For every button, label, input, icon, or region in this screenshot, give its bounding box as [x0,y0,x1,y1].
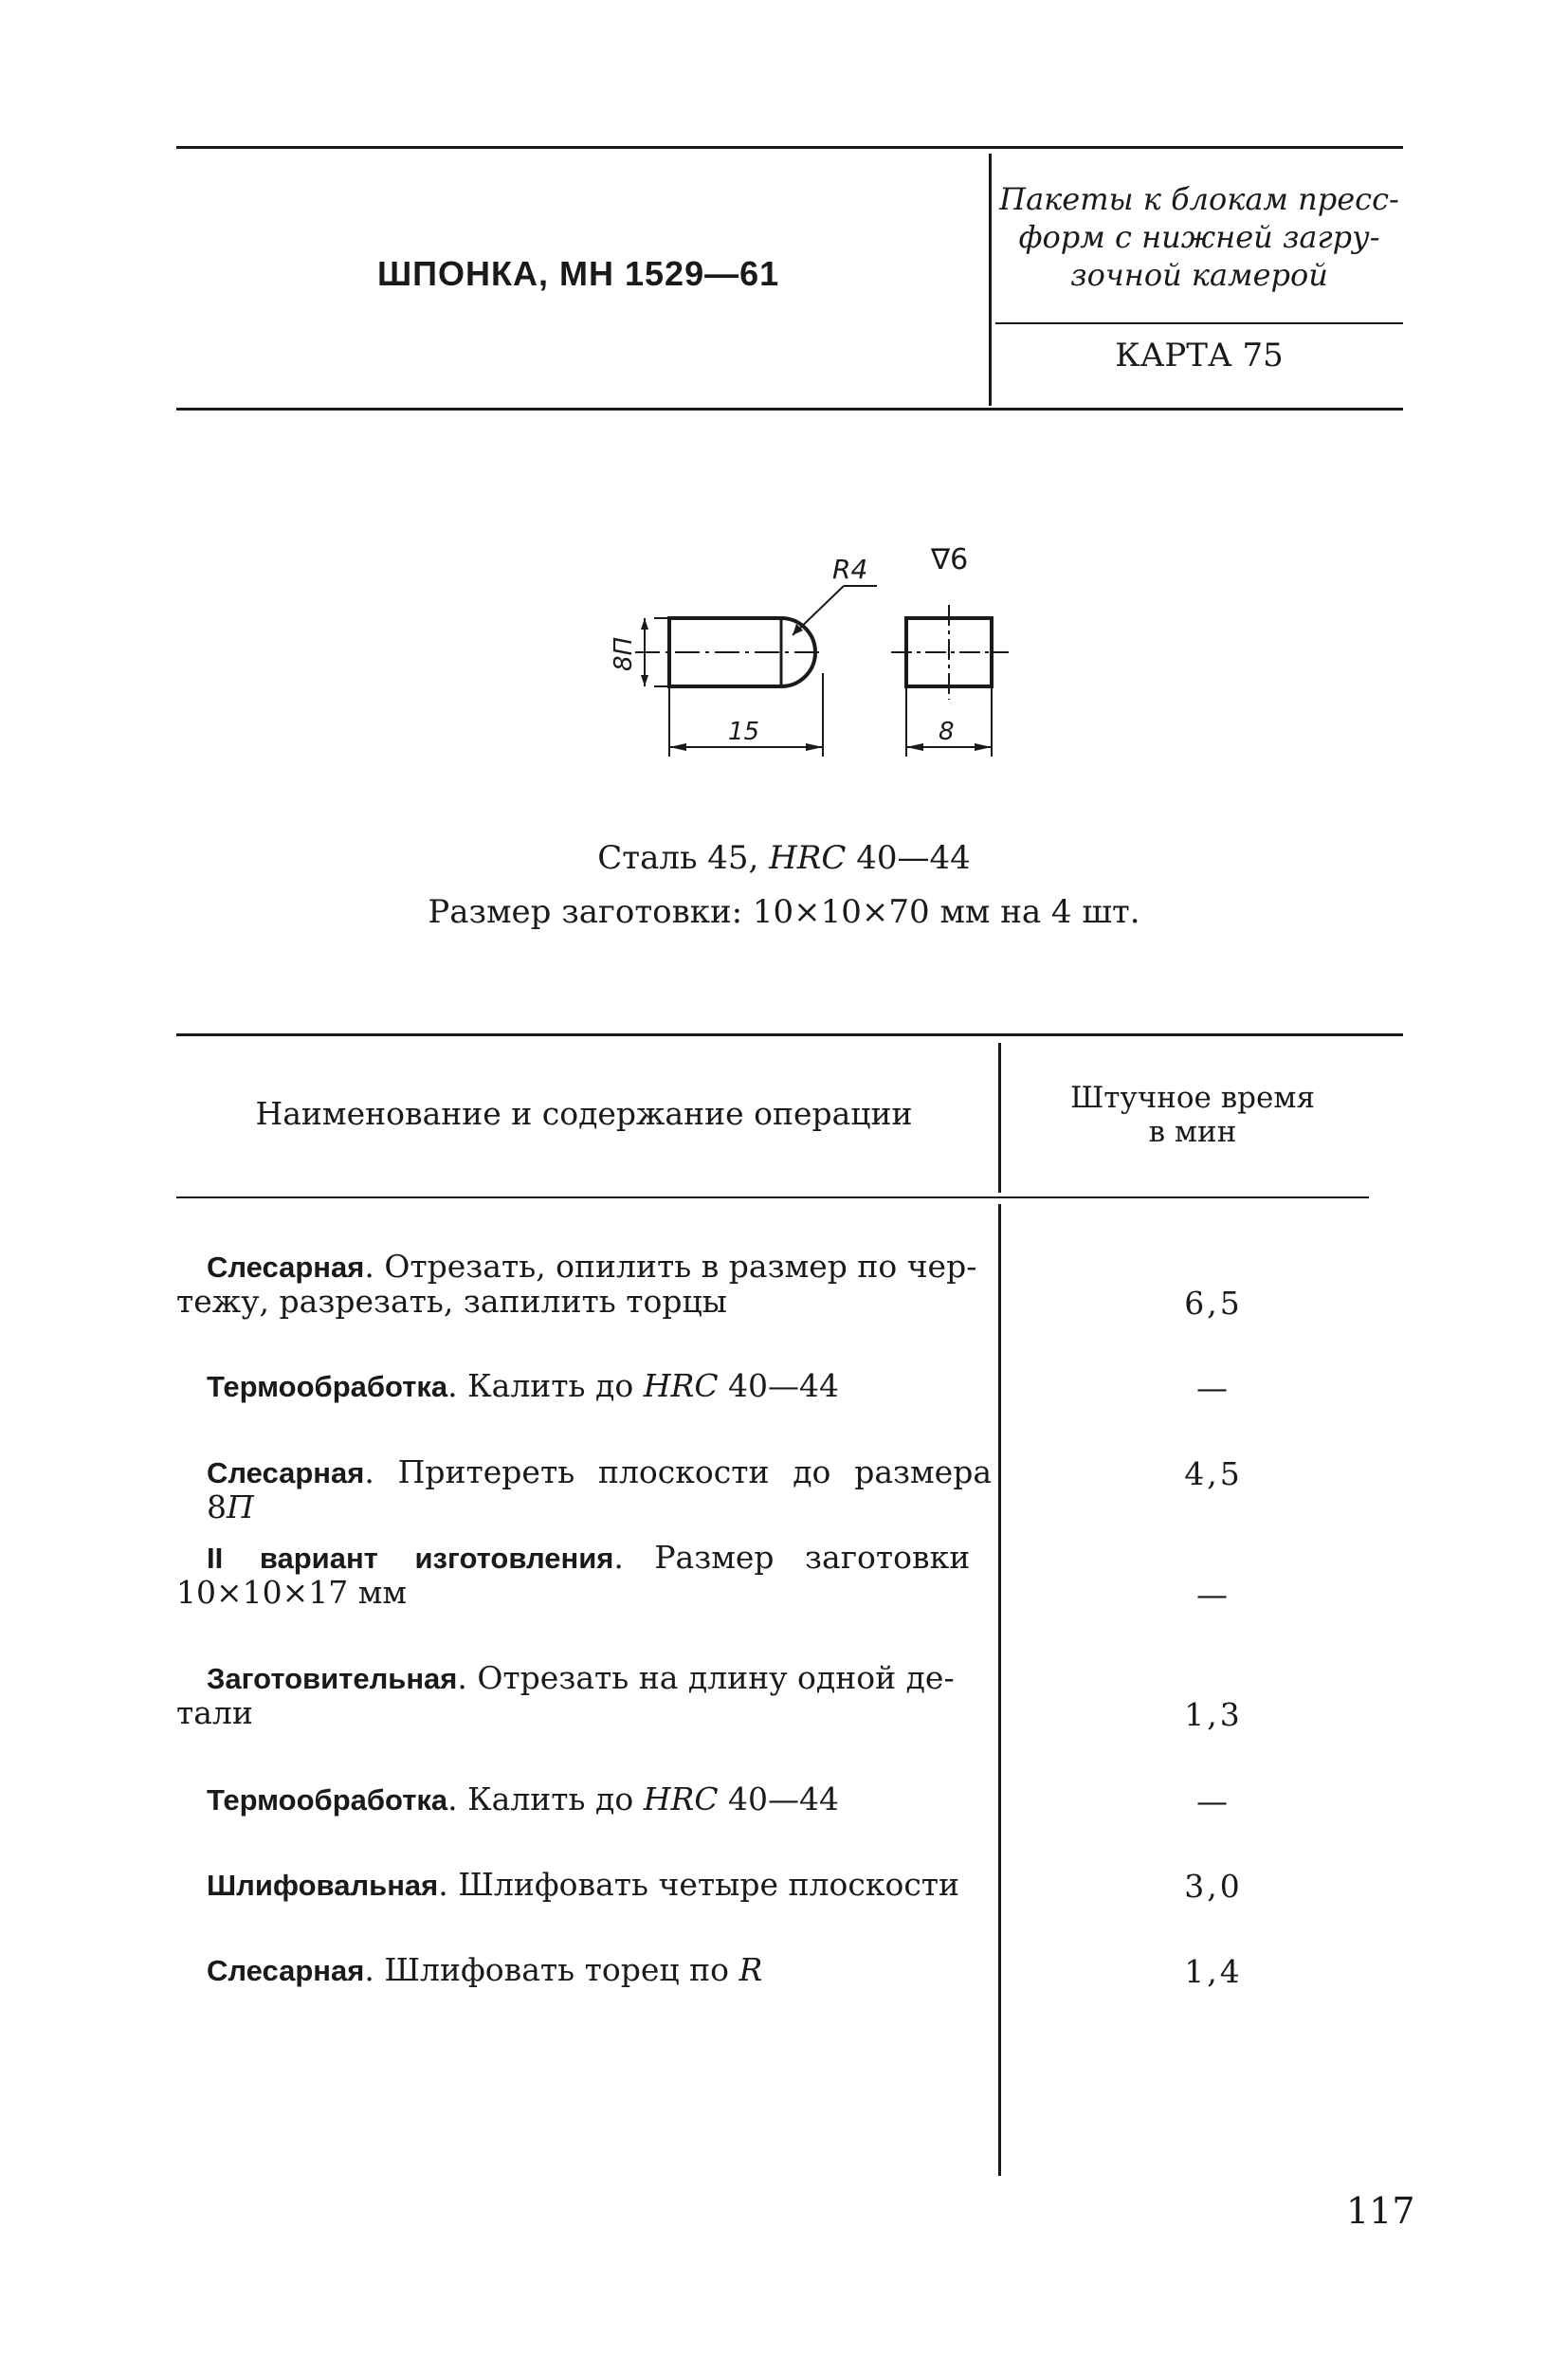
table-row [207,1953,992,1988]
operation-time: — [1196,1369,1231,1406]
operation-text-italic: HRC [643,1780,719,1817]
operation-text-continued: 10×10×17 мм [176,1574,408,1611]
operation-name: Слесарная [207,1456,365,1489]
operation-time: 6,5 [1184,1285,1243,1322]
operation-text-continued: тали [176,1694,253,1731]
operation-text: . Шлифовать четыре плоскости [438,1866,960,1903]
series-line-1: Пакеты к блокам пресс- [999,181,1399,217]
operation-time: 1,4 [1184,1953,1243,1990]
table-row [176,1539,992,1611]
table-header-divider [998,1043,1001,1193]
operation-text-italic: HRC [643,1367,719,1404]
operation-text: . Отрезать на длину одной де- [457,1659,955,1696]
operation-name: Заготовительная [207,1662,458,1695]
height-label: 8П [610,636,638,671]
page-number: 117 [1346,2190,1415,2232]
table-row [176,1659,992,1731]
operation-time: — [1196,1576,1231,1613]
steel-grade: Сталь 45, [597,839,770,877]
operation-text: . Калить до [447,1780,644,1817]
column-header-time [1003,1081,1382,1149]
operation-text-italic: R [738,1951,763,1988]
operation-time: — [1196,1782,1231,1819]
roughness-label: ∇6 [931,543,969,576]
operation-text: . Размер заготовки [613,1539,971,1576]
series-line-2: форм с нижней загру- [1018,219,1380,255]
length-label: 15 [728,718,760,746]
operation-name: Слесарная [207,1954,365,1987]
series-description [995,180,1403,294]
operation-name: Термообработка [207,1370,448,1403]
width-label: 8 [939,718,955,746]
document-title: ШПОНКА, МН 1529—61 [377,254,780,293]
table-row [207,1782,992,1817]
hardness-range: 40—44 [846,839,971,877]
operation-name: Шлифовальная [207,1869,439,1902]
header-card-rule [995,322,1403,324]
operation-text-tail: 40—44 [718,1367,840,1404]
table-row [207,1455,992,1525]
table-header-rule [176,1196,1369,1198]
column-header-operation: Наименование и содержание операции [255,1095,913,1132]
series-line-3: зочной камерой [1070,257,1328,293]
table-row [207,1868,992,1903]
table-top-rule [176,1033,1403,1036]
table-body-divider [998,1204,1001,2176]
header-bottom-rule [176,408,1403,411]
hardness-unit: HRC [769,839,847,877]
operation-name: Термообработка [207,1783,448,1817]
operation-text: . Калить до [447,1367,644,1404]
operation-name: II вариант изготовления [207,1542,614,1575]
blank-size: Размер заготовки: 10×10×70 мм на 4 шт. [428,893,1140,931]
header-top-rule [176,146,1403,149]
column-header-time-line-1: Штучное время [1069,1081,1316,1115]
operation-text-italic: П [227,1488,254,1525]
operation-text: . Отрезать, опилить в размер по чер- [364,1248,977,1285]
key-drawing [569,531,1062,777]
table-row [176,1248,992,1320]
operation-time: 3,0 [1184,1868,1243,1905]
operation-name: Слесарная [207,1251,365,1284]
operation-time: 1,3 [1184,1696,1243,1733]
header-divider [989,154,992,406]
table-row [207,1369,992,1404]
operation-text: . Притереть плоскости до размера 8 [207,1453,992,1525]
radius-label: R4 [832,554,868,585]
operation-text-continued: тежу, разрезать, запилить торцы [176,1283,727,1320]
material-line [0,839,1568,877]
operation-time: 4,5 [1184,1455,1243,1492]
column-header-time-line-2: в мин [1148,1115,1237,1149]
operation-text-tail: 40—44 [718,1780,840,1817]
operation-text: . Шлифовать торец по [364,1951,739,1988]
card-number: КАРТА 75 [1115,337,1284,374]
